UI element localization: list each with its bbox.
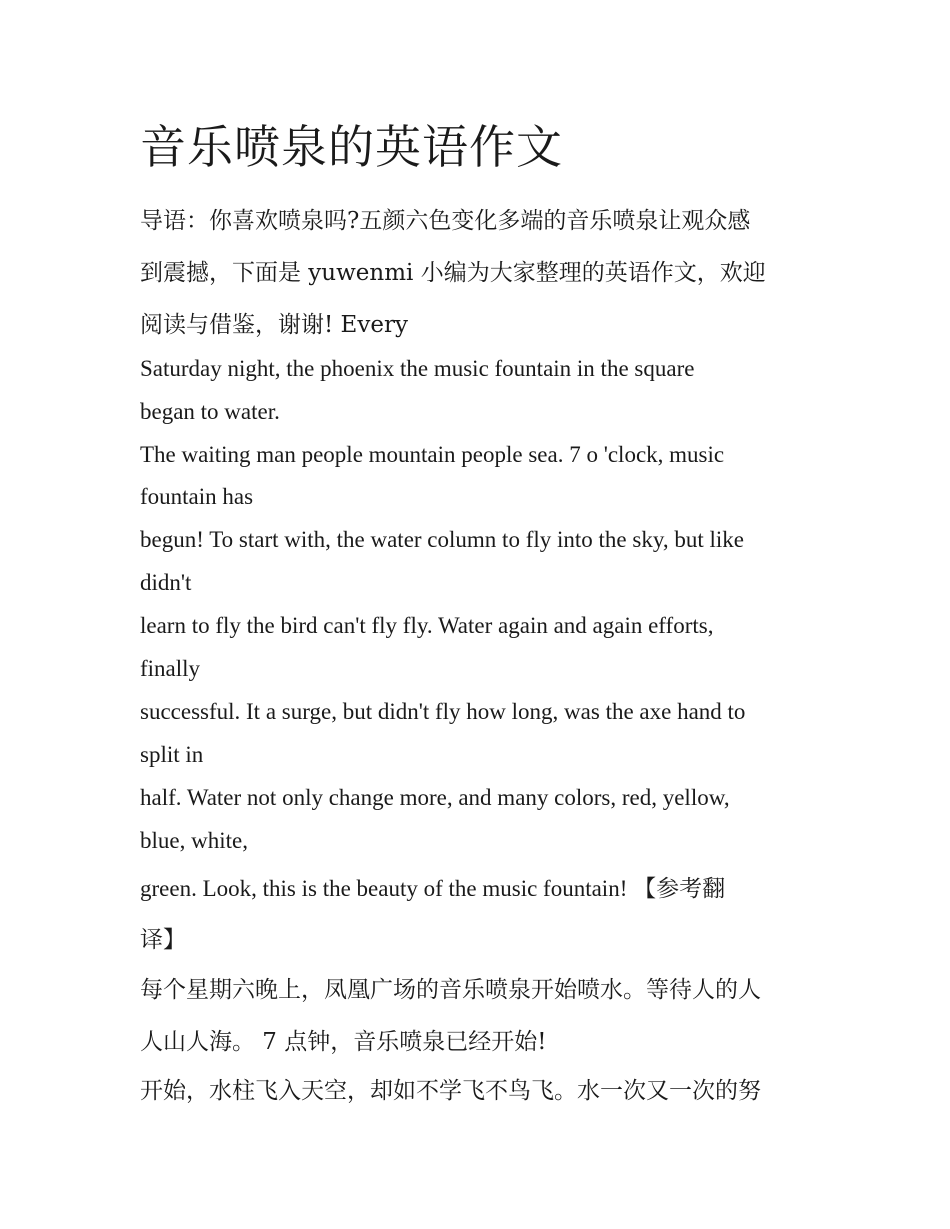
document-title: 音乐喷泉的英语作文 bbox=[140, 120, 563, 174]
paragraph-line: successful. It a surge, but didn't fly how long, was the axe hand to bbox=[140, 699, 746, 724]
paragraph-line: blue, white, bbox=[140, 828, 248, 853]
paragraph-line: fountain has bbox=[140, 484, 254, 509]
paragraph-line: Saturday night, the phoenix the music fountain in the square bbox=[140, 356, 695, 381]
paragraph-line: 到震撼，下面是 yuwenmi 小编为大家整理的英语作文，欢迎 bbox=[140, 260, 766, 286]
paragraph-line: green. Look, this is the beauty of the music fountain! 【参考翻 bbox=[140, 876, 726, 901]
paragraph-line: learn to fly the bird can't fly fly. Water again and again efforts, bbox=[140, 613, 714, 638]
paragraph-line: finally bbox=[140, 656, 201, 681]
paragraph-line: The waiting man people mountain people sea. 7 o 'clock, music bbox=[140, 442, 725, 467]
paragraph-line: 开始，水柱飞入天空，却如不学飞不鸟飞。水一次又一次的努 bbox=[140, 1078, 761, 1104]
paragraph-line: 译】 bbox=[140, 927, 186, 953]
paragraph-line: 人山人海。 7 点钟，音乐喷泉已经开始! bbox=[140, 1029, 547, 1055]
paragraph-line: split in bbox=[140, 742, 204, 767]
paragraph-line: 阅读与借鉴，谢谢! Every bbox=[140, 312, 408, 338]
paragraph-line: 导语：你喜欢喷泉吗?五颜六色变化多端的音乐喷泉让观众感 bbox=[140, 208, 751, 234]
paragraph-line: didn't bbox=[140, 570, 192, 595]
paragraph-line: 每个星期六晚上，凤凰广场的音乐喷泉开始喷水。等待人的人 bbox=[140, 977, 761, 1003]
paragraph-line: began to water. bbox=[140, 399, 280, 424]
paragraph-line: half. Water not only change more, and many colors, red, yellow, bbox=[140, 785, 730, 810]
paragraph-line: begun! To start with, the water column to fly into the sky, but like bbox=[140, 527, 744, 552]
